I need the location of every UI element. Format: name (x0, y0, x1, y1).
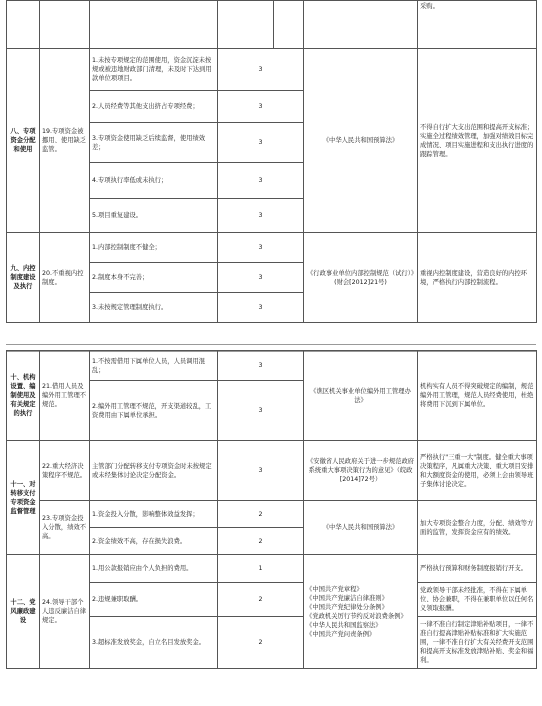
risk-cell: 1.用公款报销应由个人负担的费用。 (90, 555, 218, 583)
table-sheet-1 (6, 0, 536, 344)
risk-table-part-2 (6, 350, 537, 669)
law-item: 《党政机关厉行节约反对浪费条例》 (306, 612, 407, 620)
empty-cell (218, 1, 274, 49)
item-cell: 20.不重视内控制度。 (40, 233, 90, 323)
item-cell: 22.重大经济决策程序不规范。 (40, 441, 90, 501)
risk-table-part-1 (6, 0, 537, 323)
category-cell: 八、专项资金分配和使用 (7, 49, 40, 233)
law-item: 《中国共产党廉洁自律准则》 (306, 594, 388, 602)
category-cell: 十二、党风廉政建设 (7, 555, 40, 669)
risk-cell: 2.违规兼职取酬。 (90, 583, 218, 617)
law-item: 《中国共产党纪律处分条例》 (306, 603, 388, 611)
score-cell: 2 (218, 617, 304, 669)
risk-cell: 3.专项资金使用缺乏后续监督，使用绩效差； (90, 123, 218, 163)
law-cell (304, 555, 418, 669)
risk-cell: 2.编外用工管理不规范，开支渠道较乱，工资费用由下属单位承担。 (90, 381, 218, 441)
score-cell: 2 (218, 583, 304, 617)
task-cell: 严格执行预算和财务制度报销行开支。 (418, 555, 537, 583)
law-cell: 《谯区机关事业单位编外用工管理办法》 (304, 351, 418, 441)
risk-cell: 2.制度本身不完善； (90, 263, 218, 293)
risk-cell: 主管部门分配转移支付专项资金时未按规定或未经集体讨论决定分配资金。 (90, 441, 218, 501)
category-cell: 十、机构设置、编制使用及有关规定的执行 (7, 351, 40, 441)
empty-cell (90, 1, 218, 49)
task-cell: 不得自行扩大支出范围和提高开支标准；实施全过程绩效管理，加强对绩效目标完成情况、项目实施进程和支出执行进度的跟踪管理。 (418, 49, 537, 233)
score-cell: 3 (218, 123, 304, 163)
law-cell: 《行政事业单位内部控制规范（试行）》(财会[2012]21号) (304, 233, 418, 323)
law-item: 《中华人民共和国监察法》 (306, 621, 382, 629)
empty-cell (274, 1, 304, 49)
risk-cell: 5.项目重复建设。 (90, 199, 218, 233)
score-cell: 2 (218, 528, 304, 555)
score-cell: 3 (218, 49, 304, 91)
category-cell: 十一、对转移支付专项资金监督管理 (7, 441, 40, 555)
task-cell: 严格执行"三重一大"制度。健全重大事项决策程序，凡属重大决策、重大项目安排和大额度资金的使用，必须上会由领导班子集体讨论决定。 (418, 441, 537, 501)
task-cell: 党政领导干部未经批准，不得在下属单位、协会兼职，不得在兼职单位以任何名义领取报酬。 (418, 583, 537, 617)
law-cell: 《安徽省人民政府关于进一步规范政府系统重大事项决策行为的意见》（皖政[2014]72号） (304, 441, 418, 501)
item-cell: 21.借用人员及编外用工管理不规范。 (40, 351, 90, 441)
task-cell: 加大专项资金整合力度，分配、绩效等方面的监管，发挥资金应有的绩效。 (418, 501, 537, 555)
item-cell: 23.专项资金投入分散，绩效不高。 (40, 501, 90, 555)
score-cell: 3 (218, 441, 304, 501)
task-cell: 一律不准自行制定津贴补贴项目，一律不准自行提高津贴补贴标准和扩大实施范围，一律不准自行扩大有关经费开支范围和提高开支标准发放津贴补贴、奖金和福利。 (418, 617, 537, 669)
score-cell: 3 (218, 351, 304, 381)
risk-cell: 4.专项执行率低或未执行； (90, 163, 218, 199)
risk-cell: 3.超标准发放奖金，自立名目发放奖金。 (90, 617, 218, 669)
risk-cell: 1.资金投入分散，影响整体效益发挥； (90, 501, 218, 528)
item-cell: 24.领导干部个人违反廉洁自律规定。 (40, 555, 90, 669)
task-cell: 机构实有人员不得突破规定的编制，规范编外用工管理，规范人员经费使用，杜绝将费用下沉到下属单位。 (418, 351, 537, 441)
law-item: 《中国共产党问责条例》 (306, 630, 376, 638)
score-cell: 3 (218, 263, 304, 293)
law-item: 《中国共产党章程》 (306, 585, 363, 593)
category-cell: 九、内控制度建设及执行 (7, 233, 40, 323)
empty-cell (304, 1, 418, 49)
score-cell: 3 (218, 91, 304, 123)
risk-cell: 2.资金绩效不高，存在损失浪费。 (90, 528, 218, 555)
score-cell: 1 (218, 555, 304, 583)
item-cell: 19.专项资金被挪用、使用缺乏监管。 (40, 49, 90, 233)
empty-cell (7, 1, 40, 49)
score-cell: 3 (218, 233, 304, 263)
score-cell: 3 (218, 163, 304, 199)
law-cell: 《中华人民共和国预算法》 (304, 49, 418, 233)
score-cell: 2 (218, 501, 304, 528)
risk-cell: 1.内部控制制度不健全； (90, 233, 218, 263)
risk-cell: 1.未按专项规定的范围使用，资金沉淀未按规或被违地财政部门清理，未及时下达到用款单位项项目。 (90, 49, 218, 91)
risk-cell: 3.未按规定管理制度执行。 (90, 293, 218, 323)
task-cell: 重视内控制度建设，营造良好的内控环境，严格执行内部控制流程。 (418, 233, 537, 323)
score-cell: 3 (218, 381, 304, 441)
score-cell: 3 (218, 199, 304, 233)
law-cell: 《中华人民共和国预算法》 (304, 501, 418, 555)
risk-cell: 2.人员经费等其他支出挤占专项经费； (90, 91, 218, 123)
task-cell: 采购。 (418, 1, 537, 49)
table-sheet-2 (6, 350, 536, 706)
score-cell: 3 (218, 293, 304, 323)
risk-cell: 1.不按需借用下属单位人员，人员调用混乱； (90, 351, 218, 381)
empty-cell (40, 1, 90, 49)
